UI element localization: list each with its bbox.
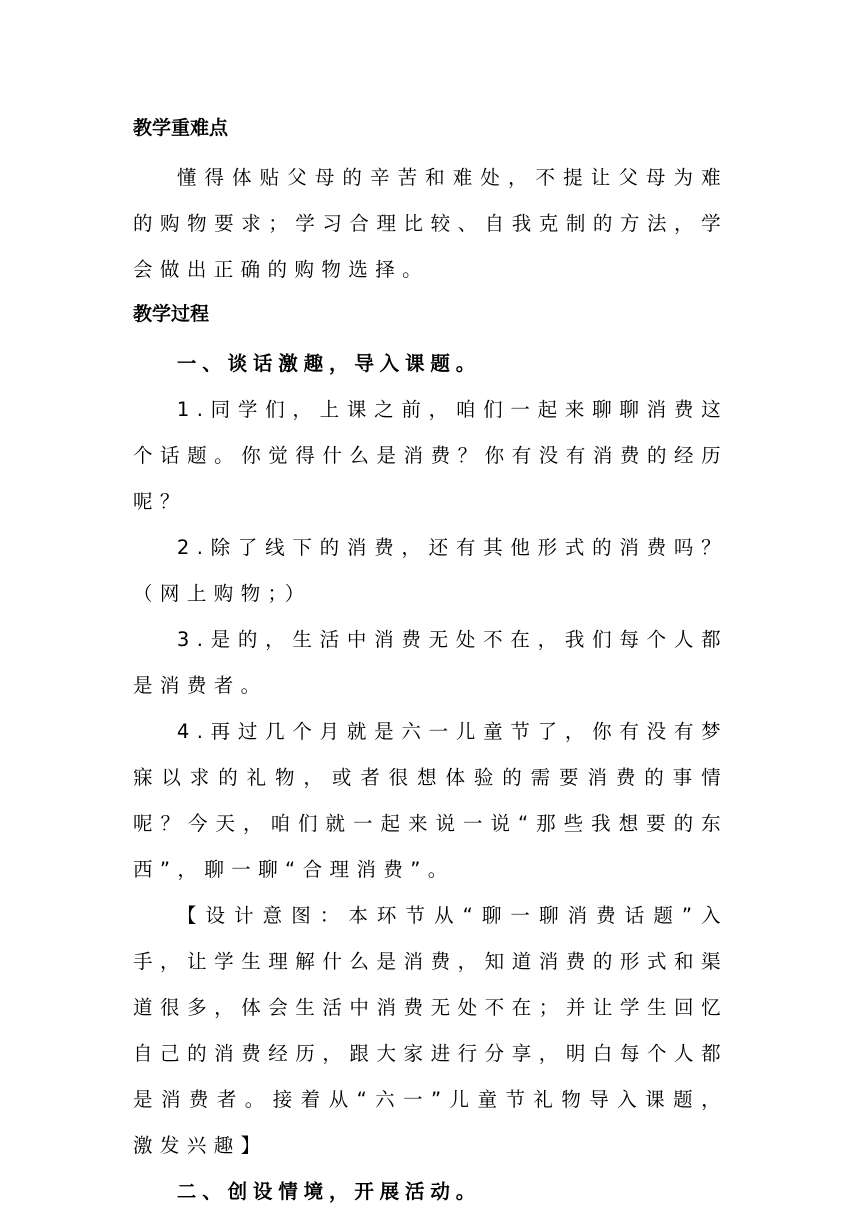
step1-item-4: 4.再过几个月就是六一儿童节了，你有没有梦寐以求的礼物，或者很想体验的需要消费的事情呢？今天，咱们就一起来说一说“那些我想要的东西”，聊一聊“合理消费”。 xyxy=(133,720,728,881)
step1-item-3: 3.是的，生活中消费无处不在，我们每个人都是消费者。 xyxy=(133,628,728,697)
document-body xyxy=(133,109,728,1215)
step1-item-2: 2.除了线下的消费，还有其他形式的消费吗？（网上购物；） xyxy=(133,536,728,605)
step2-title: 二、创设情境，开展活动。 xyxy=(176,1180,482,1203)
key-points-paragraph: 懂得体贴父母的辛苦和难处，不提让父母为难的购物要求；学习合理比较、自我克制的方法，学会做出正确的购物选择。 xyxy=(133,166,728,281)
step1-item-1: 1.同学们，上课之前，咱们一起来聊聊消费这个话题。你觉得什么是消费？你有没有消费的经历呢？ xyxy=(133,398,728,513)
key-points-heading: 教学重难点 xyxy=(133,117,229,139)
step1-title: 一、谈话激趣，导入课题。 xyxy=(176,352,482,375)
design-intent-note: 【设计意图：本环节从“聊一聊消费话题”入手，让学生理解什么是消费，知道消费的形式和渠道很多，体会生活中消费无处不在；并让学生回忆自己的消费经历，跟大家进行分享，明白每个人都是消费者。接着从“六一”儿童节礼物导入课题，激发兴趣】 xyxy=(133,904,728,1157)
process-heading: 教学过程 xyxy=(133,303,210,325)
